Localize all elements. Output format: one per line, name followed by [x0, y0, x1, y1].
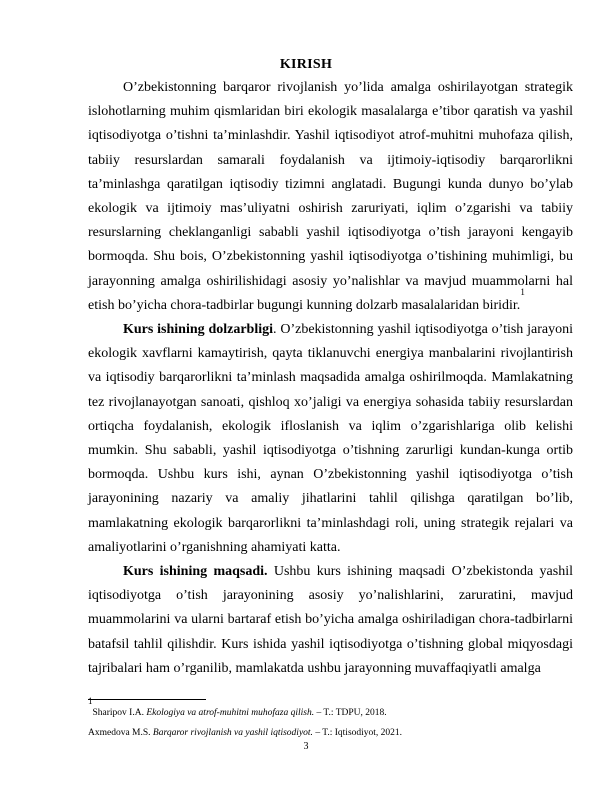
footnote-title: Barqaror rivojlanish va yashil iqtisodiyot.	[152, 728, 313, 738]
footnote-title: Ekologiya va atrof-muhitni muhofaza qilish.	[146, 708, 315, 718]
goal-text: Ushbu kurs ishining maqsadi O’zbekistonda yashil iqtisodiyotga o’tish jarayonining asosiy yo’nalishlarini, zaruratini, mavjud muammolarini va ularni bartaraf etish bo’yicha amalga oshiriladigan chora-tadbirlarni batafsil tahlil qilishdir. Kurs ishida yashil iqtisodiyotga o’tishning global miqyosdagi tajribalari ham o’rganilib, mamlakatda ushbu jarayonning muvaffaqiyatli amalga	[88, 564, 573, 676]
page-title: KIRISH	[279, 57, 333, 72]
footnote-author: Sharipov I.A.	[92, 708, 147, 718]
relevance-text: . O’zbekistonning yashil iqtisodiyotga o’tish jarayoni ekologik xavflarni kamaytirish, qayta tiklanuvchi energiya manbalarini rivojlantirish va iqtisodiy barqarorlikni ta’minlash maqsadida amalga oshirilmoqda. Mamlakatning tez rivojlanayotgan sanoati, qishloq xo’jaligi va energiya sohasida tabiiy resurslardan ortiqcha foydalanish, ekologik ifloslanish va iqlim o’zgarishlariga olib kelishi mumkin. Shu sababli, yashil iqtisodiyotga o’tishning zarurligi kundan-kunga ortib bormoqda. Ushbu kurs ishi, aynan O’zbekistonning yashil iqtisodiyotga o’tish jarayonining nazariy va amaliy jihatlarini tahlil qilishga qaratilgan bo’lib, mamlakatning ekologik barqarorlikni ta’minlashdagi roli, uning strategik rejalari va amaliyotlarini o’rganishning ahamiyati katta.	[88, 322, 573, 555]
goal-heading: Kurs ishining maqsadi.	[123, 564, 268, 580]
paragraph-intro	[88, 76, 573, 318]
footnote-reference[interactable]: 1	[520, 286, 525, 297]
paragraph-relevance	[88, 318, 573, 560]
footnote-mark: 1	[88, 696, 93, 706]
footnote-imprint: – T.: TDPU, 2018.	[314, 708, 387, 718]
paragraph-goal	[88, 560, 573, 681]
page-number: 3	[303, 741, 309, 752]
footnote-divider	[88, 699, 206, 700]
intro-text: O’zbekistonning barqaror rivojlanish yo’lida amalga oshirilayotgan strategik islohotlarning muhim qismlaridan biri ekologik masalalarga e’tibor qaratish va yashil iqtisodiyotga o’tishni ta’minlashdir. Yashil iqtisodiyot atrof-muhitni muhofaza qilish, tabiiy resurslardan samarali foydalanish va ijtimoiy-iqtisodiy barqarorlikni ta’minlashga qaratilgan iqtisodiy tizimni anglatadi. Bugungi kunda dunyo bo’ylab ekologik va ijtimoiy mas’uliyatni oshirish zaruriyati, iqlim o’zgarishi va tabiiy resurslarning cheklanganligi sababli yashil iqtisodiyotga o’tish jarayoni kengayib bormoqda. Shu bois, O’zbekistonning yashil iqtisodiyotga o’tishining muhimligi, bu jarayonning amalga oshirilishidagi asosiy yo’nalishlar va mavjud muammolarni hal etish bo’yicha chora-tadbirlar bugungi kunning dolzarb masalalaridan biridir.	[88, 80, 573, 313]
footnote-imprint: – T.: Iqtisodiyot, 2021.	[312, 728, 403, 738]
body-text	[88, 76, 573, 681]
footnote-2	[88, 723, 573, 743]
footnotes	[88, 696, 573, 743]
relevance-heading: Kurs ishining dolzarbligi	[123, 322, 274, 338]
footnote-1	[88, 696, 573, 723]
footnote-author: Axmedova M.S.	[88, 728, 153, 738]
